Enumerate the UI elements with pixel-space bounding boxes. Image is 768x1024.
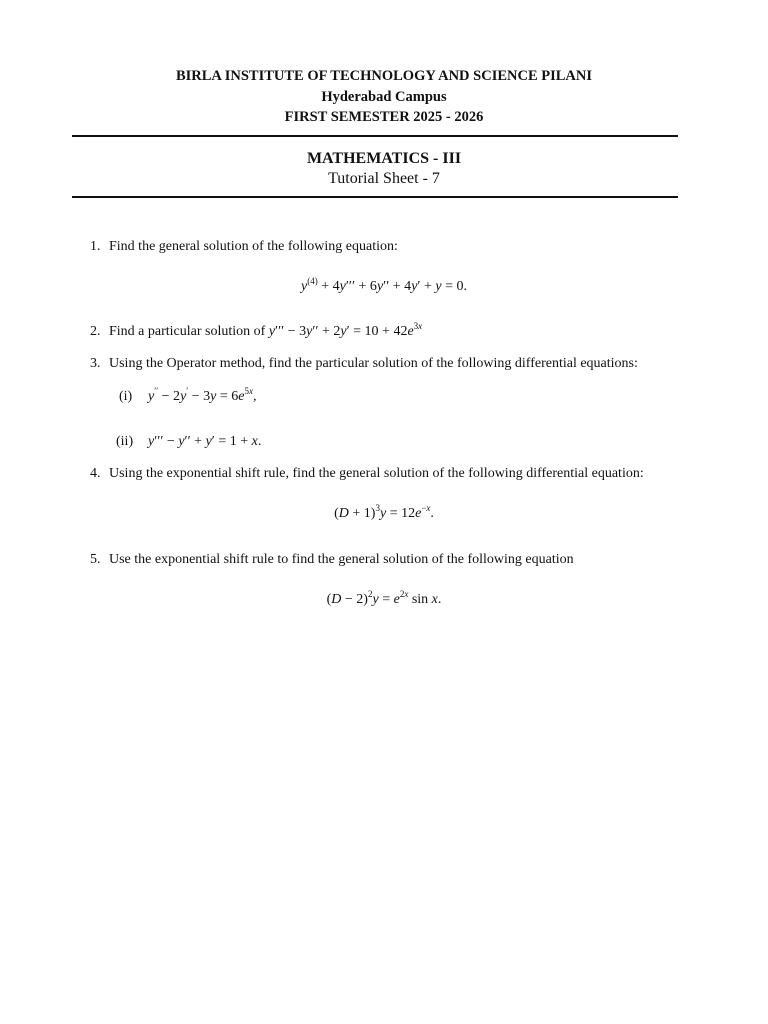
question-number: 1. <box>90 239 101 254</box>
question-text: Using the Operator method, find the particular solution of the following differential equations: <box>109 356 638 371</box>
equation-5: $(D - 2)^2y = e^{2x}$ sin x. <box>326 589 442 607</box>
campus-name: Hyderabad Campus <box>321 89 447 105</box>
question-text: Find a particular solution of <box>109 324 266 339</box>
question-5 <box>90 552 574 568</box>
subpart-i <box>119 386 257 405</box>
header-rule-top <box>72 135 678 137</box>
header-rule-bottom <box>72 196 678 198</box>
equation-1: $y^{(4)} + 4y''' + 6y'' + 4y' + y = 0$. <box>301 276 467 294</box>
subpart-ii <box>116 434 261 450</box>
subpart-label: (ii) <box>116 434 134 449</box>
subpart-label: (i) <box>119 389 133 404</box>
question-text: Using the exponential shift rule, find the general solution of the following differential equation: <box>109 466 644 481</box>
institute-name: BIRLA INSTITUTE OF TECHNOLOGY AND SCIENCE PILANI <box>175 68 593 84</box>
question-2 <box>90 321 423 340</box>
equation-2: $y''' - 3y'' + 2y' = 10 + 42e^{3x}$ <box>268 321 423 339</box>
equation-4: $(D + 1)^3y = 12e^{-x}$. <box>334 503 434 521</box>
question-1 <box>90 239 398 255</box>
sheet-subtitle: Tutorial Sheet - 7 <box>328 170 440 187</box>
question-number: 2. <box>90 324 101 339</box>
equation-3i: $y'' - 2y' - 3y = 6e^{5x}$, <box>148 386 257 404</box>
question-4 <box>90 466 644 482</box>
question-number: 3. <box>90 356 101 371</box>
question-text: Find the general solution of the following equation: <box>109 239 398 254</box>
course-title: MATHEMATICS - III <box>306 150 462 167</box>
question-number: 4. <box>90 466 101 481</box>
equation-3ii: y′′′ − y′′ + y′ = 1 + x. <box>148 434 262 449</box>
question-3 <box>90 356 638 372</box>
question-number: 5. <box>90 552 101 567</box>
question-text: Use the exponential shift rule to find the general solution of the following equation <box>109 552 574 567</box>
semester-label: FIRST SEMESTER 2025 - 2026 <box>284 109 484 125</box>
